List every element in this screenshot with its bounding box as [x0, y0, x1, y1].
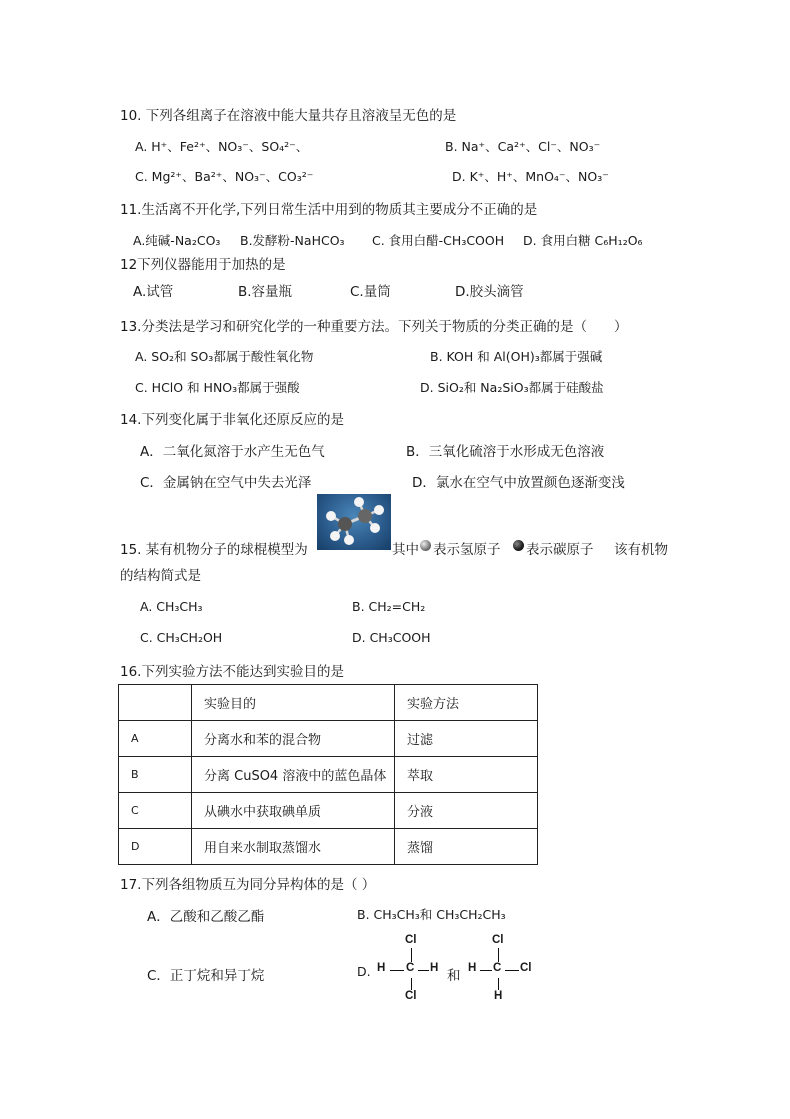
- bond-line: [505, 970, 519, 971]
- q13-option-c: C. HClO 和 HNO₃都属于强酸: [135, 380, 300, 395]
- table-row: [119, 757, 538, 793]
- q11-option-b: B.发酵粉-NaHCO₃: [240, 233, 345, 248]
- q15-stem-hydrogen: 表示氢原子: [433, 542, 501, 558]
- atom-label: Cl: [405, 990, 417, 1002]
- q15-stem-qizhong: 其中: [392, 542, 419, 558]
- q10-option-c: C. Mg²⁺、Ba²⁺、NO₃⁻、CO₃²⁻: [135, 169, 314, 184]
- ball-and-stick-model-image: [317, 494, 391, 550]
- atom-label: H: [468, 962, 477, 974]
- table-cell-option: C: [119, 793, 192, 829]
- q16-stem: 16.下列实验方法不能达到实验目的是: [120, 664, 344, 680]
- table-cell-purpose: 分离 CuSO4 溶液中的蓝色晶体: [192, 757, 395, 793]
- q13-stem: 13.分类法是学习和研究化学的一种重要方法。下列关于物质的分类正确的是（ ）: [120, 319, 628, 335]
- q11-option-a: A.纯碱-Na₂CO₃: [133, 233, 221, 248]
- bond-line: [480, 970, 492, 971]
- q14-option-a: A．二氧化氮溶于水产生无色气: [140, 444, 325, 460]
- q17-stem: 17.下列各组物质互为同分异构体的是（ ）: [120, 877, 376, 893]
- q14-option-d: D．氯水在空气中放置颜色逐渐变浅: [412, 475, 625, 491]
- table-row: [119, 793, 538, 829]
- q10-option-a: A. H⁺、Fe²⁺、NO₃⁻、SO₄²⁻、: [135, 139, 309, 154]
- q11-stem: 11.生活离不开化学,下列日常生活中用到的物质其主要成分不正确的是: [120, 202, 538, 218]
- atom-label: H: [377, 962, 386, 974]
- bond-line: [498, 948, 499, 962]
- q12-stem: 12下列仪器能用于加热的是: [120, 257, 286, 273]
- table-cell-method: 分液: [395, 793, 538, 829]
- q12-option-c: C.量筒: [350, 284, 391, 300]
- table-cell-method: 过滤: [395, 721, 538, 757]
- dichloromethane-structure-1: [375, 934, 445, 1004]
- table-cell-purpose: 从碘水中获取碘单质: [192, 793, 395, 829]
- q12-option-b: B.容量瓶: [238, 284, 293, 300]
- q15-option-b: B. CH₂=CH₂: [352, 599, 426, 614]
- bond-line: [498, 978, 499, 990]
- q17-option-d-label: D.: [357, 964, 371, 979]
- bond-line: [418, 970, 429, 971]
- q13-option-b: B. KOH 和 Al(OH)₃都属于强碱: [430, 349, 603, 364]
- q12-option-a: A.试管: [133, 284, 174, 300]
- ethane-model-icon: [317, 494, 391, 550]
- table-header-cell: 实验方法: [395, 685, 538, 721]
- atom-label: C: [493, 962, 502, 974]
- table-header-cell: [119, 685, 192, 721]
- atom-label: H: [494, 990, 503, 1002]
- q15-option-d: D. CH₃COOH: [352, 630, 431, 645]
- experiment-table: [118, 684, 538, 865]
- q12-option-d: D.胶头滴管: [455, 284, 524, 300]
- q11-option-d: D. 食用白糖 C₆H₁₂O₆: [523, 233, 643, 248]
- q11-option-c: C. 食用白醋-CH₃COOH: [372, 233, 505, 248]
- q14-option-b: B．三氧化硫溶于水形成无色溶液: [406, 444, 605, 460]
- q17-option-c: C．正丁烷和异丁烷: [147, 968, 265, 984]
- atom-label: Cl: [520, 962, 532, 974]
- table-cell-method: 蒸馏: [395, 829, 538, 865]
- table-cell-purpose: 分离水和苯的混合物: [192, 721, 395, 757]
- table-row: [119, 721, 538, 757]
- q14-stem: 14.下列变化属于非氧化还原反应的是: [120, 412, 344, 428]
- table-header-row: [119, 685, 538, 721]
- q13-option-d: D. SiO₂和 Na₂SiO₃都属于硅酸盐: [420, 380, 604, 395]
- hydrogen-ball-icon: [420, 540, 431, 551]
- q15-stem-start: 15. 某有机物分子的球棍模型为: [120, 542, 308, 558]
- q15-stem-end: 该有机物: [614, 542, 668, 558]
- q10-option-d: D. K⁺、H⁺、MnO₄⁻、NO₃⁻: [452, 169, 609, 184]
- dichloromethane-structure-2: [468, 934, 548, 1004]
- q14-option-c: C．金属钠在空气中失去光泽: [140, 475, 312, 491]
- q17-and-text: 和: [447, 968, 461, 984]
- table-header-cell: 实验目的: [192, 685, 395, 721]
- atom-label: Cl: [405, 934, 417, 946]
- q15-option-c: C. CH₃CH₂OH: [140, 630, 223, 645]
- table-cell-method: 萃取: [395, 757, 538, 793]
- bond-line: [390, 970, 404, 971]
- bond-line: [411, 978, 412, 990]
- carbon-ball-icon: [513, 540, 524, 551]
- q10-stem: 10. 下列各组离子在溶液中能大量共存且溶液呈无色的是: [120, 108, 457, 124]
- q17-option-a: A．乙酸和乙酸乙酯: [147, 909, 265, 925]
- table-cell-purpose: 用自来水制取蒸馏水: [192, 829, 395, 865]
- table-cell-option: A: [119, 721, 192, 757]
- atom-label: C: [406, 962, 415, 974]
- atom-label: H: [430, 962, 439, 974]
- q15-stem-line2: 的结构简式是: [120, 568, 201, 584]
- atom-label: Cl: [492, 934, 504, 946]
- table-row: [119, 829, 538, 865]
- bond-line: [411, 948, 412, 962]
- q17-option-b: B. CH₃CH₃和 CH₃CH₂CH₃: [357, 907, 506, 922]
- q13-option-a: A. SO₂和 SO₃都属于酸性氧化物: [135, 349, 314, 364]
- table-cell-option: D: [119, 829, 192, 865]
- q10-option-b: B. Na⁺、Ca²⁺、Cl⁻、NO₃⁻: [445, 139, 601, 154]
- table-cell-option: B: [119, 757, 192, 793]
- q15-option-a: A. CH₃CH₃: [140, 599, 203, 614]
- q15-stem-carbon: 表示碳原子: [526, 542, 594, 558]
